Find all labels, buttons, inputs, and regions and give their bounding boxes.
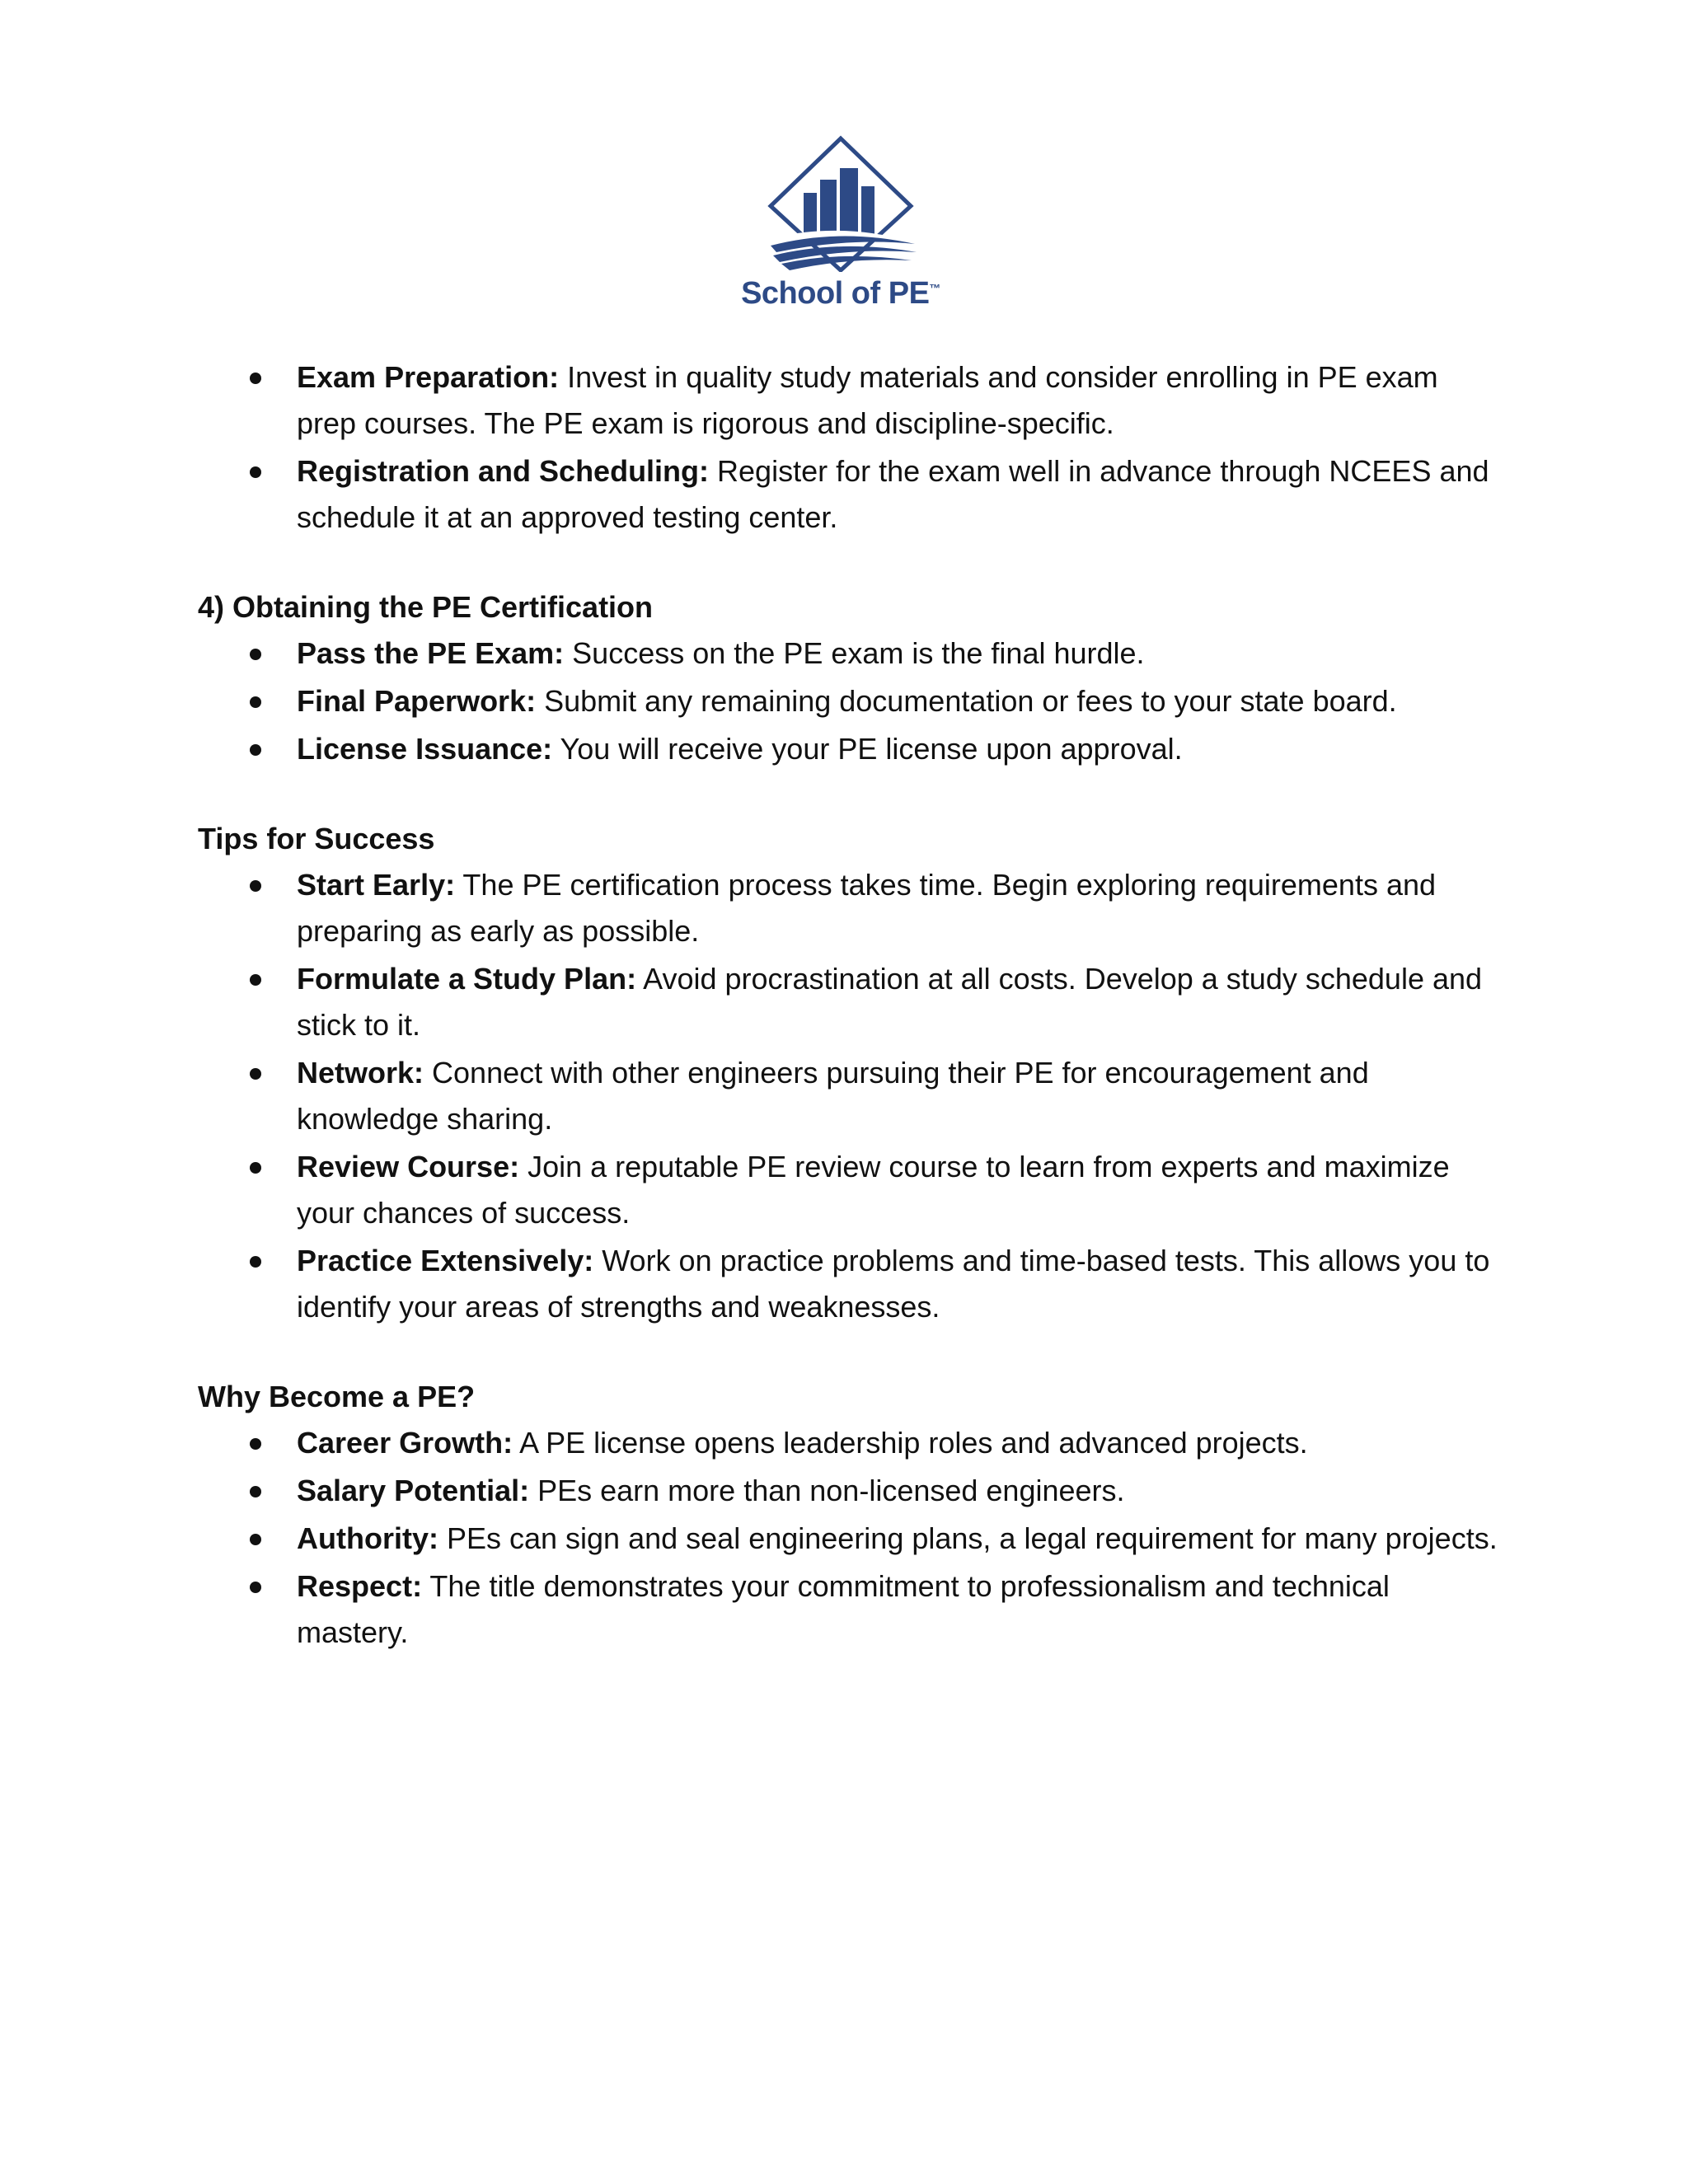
- item-text: You will receive your PE license upon approval.: [552, 732, 1183, 766]
- bullet-list: [198, 862, 1500, 1330]
- list-item: [198, 726, 1500, 772]
- item-term: Career Growth:: [297, 1426, 513, 1460]
- list-item: [198, 1468, 1500, 1514]
- list-item: [198, 354, 1500, 447]
- list-item: [198, 1563, 1500, 1656]
- school-of-pe-logo: [725, 132, 956, 321]
- bullet-list: [198, 1420, 1500, 1656]
- bullet-icon: [250, 1162, 261, 1174]
- trademark-symbol: ™: [929, 281, 940, 295]
- document-section: [198, 815, 1500, 1330]
- item-text: Success on the PE exam is the final hurdle.: [564, 636, 1145, 670]
- list-item: [198, 1420, 1500, 1466]
- logo-wordmark: [725, 276, 956, 312]
- item-text: Invest in quality study materials and consider enrolling in PE exam prep courses. The PE exam is rigorous and discipline-specific.: [297, 360, 1438, 440]
- item-term: Review Course:: [297, 1150, 520, 1183]
- bullet-icon: [250, 1068, 261, 1080]
- bullet-icon: [250, 1582, 261, 1593]
- list-item: [198, 956, 1500, 1048]
- bullet-icon: [250, 880, 261, 892]
- item-term: License Issuance:: [297, 732, 553, 766]
- list-item: [198, 1238, 1500, 1330]
- item-term: Start Early:: [297, 868, 456, 902]
- item-term: Network:: [297, 1056, 424, 1090]
- item-term: Formulate a Study Plan:: [297, 962, 637, 996]
- item-text: The PE certification process takes time. Begin exploring requirements and preparing as early as possible.: [297, 868, 1437, 948]
- item-term: Respect:: [297, 1569, 423, 1603]
- item-term: Pass the PE Exam:: [297, 636, 565, 670]
- item-term: Registration and Scheduling:: [297, 454, 710, 488]
- bullet-icon: [250, 744, 261, 756]
- document-section: [198, 1373, 1500, 1656]
- building-logo-icon: [725, 132, 956, 272]
- bullet-icon: [250, 1486, 261, 1497]
- section-heading: 4) Obtaining the PE Certification: [198, 590, 654, 624]
- item-text: Join a reputable PE review course to learn from experts and maximize your chances of success.: [297, 1150, 1450, 1230]
- item-text: Avoid procrastination at all costs. Develop a study schedule and stick to it.: [297, 962, 1483, 1042]
- item-term: Exam Preparation:: [297, 360, 560, 394]
- item-text: The title demonstrates your commitment to professionalism and technical mastery.: [297, 1569, 1390, 1649]
- list-item: [198, 678, 1500, 724]
- list-item: [198, 862, 1500, 954]
- item-text: A PE license opens leadership roles and advanced projects.: [513, 1426, 1308, 1460]
- item-term: Practice Extensively:: [297, 1244, 594, 1277]
- bullet-icon: [250, 373, 261, 384]
- bullet-icon: [250, 696, 261, 708]
- item-term: Authority:: [297, 1521, 438, 1555]
- document-section: [198, 354, 1500, 541]
- bullet-icon: [250, 974, 261, 986]
- document-section: [198, 583, 1500, 772]
- logo-name: School of PE: [741, 276, 930, 311]
- item-text: Register for the exam well in advance through NCEES and schedule it at an approved testing center.: [297, 454, 1489, 534]
- list-item: [198, 1050, 1500, 1142]
- document-body: [198, 354, 1500, 1657]
- list-item: [198, 1516, 1500, 1562]
- bullet-icon: [250, 1438, 261, 1450]
- item-text: PEs can sign and seal engineering plans, a legal requirement for many projects.: [438, 1521, 1498, 1555]
- bullet-icon: [250, 466, 261, 478]
- item-text: Submit any remaining documentation or fees to your state board.: [536, 684, 1397, 718]
- item-term: Salary Potential:: [297, 1474, 530, 1507]
- bullet-list: [198, 354, 1500, 541]
- item-text: Work on practice problems and time-based tests. This allows you to identify your areas of strengths and weaknesses.: [297, 1244, 1490, 1324]
- section-heading: Tips for Success: [198, 822, 435, 855]
- bullet-list: [198, 630, 1500, 772]
- item-term: Final Paperwork:: [297, 684, 537, 718]
- section-heading: Why Become a PE?: [198, 1380, 476, 1413]
- item-text: PEs earn more than non-licensed engineers.: [529, 1474, 1125, 1507]
- bullet-icon: [250, 649, 261, 660]
- list-item: [198, 448, 1500, 541]
- bullet-icon: [250, 1256, 261, 1268]
- list-item: [198, 630, 1500, 677]
- item-text: Connect with other engineers pursuing their PE for encouragement and knowledge sharing.: [297, 1056, 1369, 1136]
- list-item: [198, 1144, 1500, 1236]
- bullet-icon: [250, 1534, 261, 1545]
